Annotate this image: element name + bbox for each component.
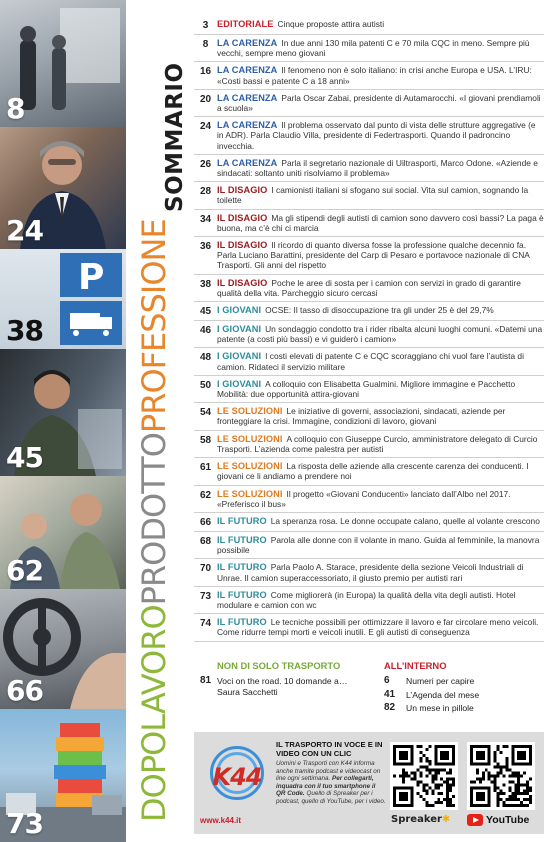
section-label: I GIOVANI	[217, 305, 262, 316]
section-label: IL FUTURO	[217, 617, 267, 628]
promo-description	[276, 740, 386, 806]
toc-entry[interactable]	[194, 614, 544, 641]
photo-strip	[0, 0, 126, 842]
vertical-title	[130, 52, 188, 832]
toc-entry[interactable]	[194, 210, 544, 237]
entry-text	[217, 65, 544, 85]
page-number: 20	[199, 93, 212, 105]
entry-description: I camionisti italiani si sfogano sui social. Vita sul camion, sognando la toilette	[217, 185, 529, 206]
page-number: 66	[199, 516, 212, 528]
entry-description: Il problema osservato dal punto di vista delle strutture aggregative (e in ADR). Parla Claudio Villa, presidente di Federtrasporti. Quando il padroncino invecchia.	[217, 120, 536, 151]
photo-page-number: 8	[6, 92, 25, 125]
section-label: I GIOVANI	[217, 351, 262, 362]
page-number: 61	[199, 462, 212, 474]
photo-page-number: 66	[6, 674, 43, 707]
toc-entry[interactable]	[194, 513, 544, 532]
title-word-dopo: DOPO	[135, 731, 173, 822]
entry-text	[217, 240, 544, 271]
promo-body-bold: Per collegarti, inquadra con il tuo smartphone il QR Code.	[276, 775, 376, 798]
toc-entry[interactable]	[194, 532, 544, 559]
photo-page-number: 45	[6, 441, 43, 474]
entry-description: Il fenomeno non è solo italiano: in crisi anche Europa e USA. L’IRU: «Costi bassi e patente C a 18 anni»	[217, 65, 532, 86]
entry-description: La risposta delle aziende alla crescente carenza dei conducenti. I giovani ce li andiamo a prendere noi	[217, 461, 529, 482]
list-item[interactable]	[194, 676, 354, 697]
section-label: IL FUTURO	[217, 562, 267, 573]
page-number: 36	[199, 241, 212, 253]
toc-entry[interactable]	[194, 237, 544, 275]
entry-text	[217, 516, 544, 526]
toc-entry[interactable]	[194, 376, 544, 403]
entry-text	[217, 120, 544, 151]
item-text: Voci on the road. 10 domande a… Saura Sacchetti	[217, 676, 348, 697]
toc-entry[interactable]	[194, 587, 544, 614]
page-number: 82	[384, 702, 396, 713]
entry-text	[217, 351, 544, 371]
page-number: 73	[199, 590, 212, 602]
section-label: IL DISAGIO	[217, 240, 268, 251]
page-number: 70	[199, 563, 212, 575]
toc-entry[interactable]	[194, 275, 544, 302]
item-text: Numeri per capire	[406, 676, 475, 686]
entry-text	[217, 535, 544, 555]
page-number: 50	[199, 379, 212, 391]
entry-text	[217, 489, 544, 509]
k44-promo-box	[194, 732, 544, 834]
title-word-prodotto: PRODOTTO	[135, 433, 173, 606]
youtube-play-icon	[467, 814, 483, 826]
photo-page-number: 24	[6, 214, 43, 247]
toc-entry[interactable]	[194, 35, 544, 62]
section-label: IL FUTURO	[217, 589, 267, 600]
page-number: 74	[199, 618, 212, 630]
page-number: 16	[199, 66, 212, 78]
toc-entry[interactable]	[194, 321, 544, 348]
page-number: 26	[199, 158, 212, 170]
section-label: LE SOLUZIONI	[217, 406, 283, 417]
section-label: LA CARENZA	[217, 92, 278, 103]
section-label: IL DISAGIO	[217, 277, 268, 288]
page-number: 6	[384, 675, 390, 686]
photo-page-number: 38	[6, 314, 43, 347]
qr-code-icon	[393, 745, 455, 807]
spreaker-plus-icon: ✱	[441, 814, 451, 825]
page-number: 34	[199, 213, 212, 225]
page-number: 8	[202, 39, 209, 50]
entry-text	[217, 305, 544, 315]
k44-url-link[interactable]: www.k44.it	[200, 816, 242, 825]
toc-entry[interactable]	[194, 559, 544, 586]
photo-page-number: 62	[6, 554, 43, 587]
entry-description: Come migliorerà (in Europa) la qualità della vita degli autisti. Hotel modulare e camion con wc	[217, 589, 516, 610]
page-number: 3	[202, 20, 209, 31]
spreaker-label: Spreaker	[391, 814, 442, 825]
page-number: 54	[199, 407, 212, 419]
table-of-contents	[194, 16, 544, 642]
entry-description: Le iniziative di governi, associazioni, sindacati, aziende per fronteggiare la crisi. Immagine, condizioni di lavoro, giovani	[217, 406, 506, 427]
entry-text	[217, 93, 544, 113]
photo-page-number: 73	[6, 807, 43, 840]
page-number: 68	[199, 535, 212, 547]
magazine-title	[135, 219, 173, 822]
entry-description: Il progetto «Giovani Conducenti» lanciato dall’Albo nel 2017. «Preferisco il bus»	[217, 488, 511, 509]
entry-description: A colloquio con Elisabetta Gualmini. Migliore immagine e Pacchetto Mobilità: due opportunità attira-giovani	[217, 378, 516, 400]
youtube-qr-code[interactable]	[467, 742, 535, 810]
section-label: LE SOLUZIONI	[217, 433, 283, 444]
photo-page-45	[0, 349, 126, 476]
youtube-logo[interactable]	[467, 814, 529, 826]
section-label: LE SOLUZIONI	[217, 488, 283, 499]
section-label: IL DISAGIO	[217, 212, 268, 223]
entry-description: Poche le aree di sosta per i camion con servizi in grado di garantire qualità della vita. Parcheggio sicuro cercasi	[217, 277, 521, 298]
toc-entry[interactable]	[194, 302, 544, 321]
photo-page-38	[0, 249, 126, 349]
page-number: 48	[199, 352, 212, 364]
list-item[interactable]	[384, 703, 544, 714]
promo-body-1: Uomini e Trasporti con K44 informa anche tramite podcast e videocast on line ogni settimana.	[276, 760, 381, 783]
entry-text	[217, 158, 544, 178]
toc-entry[interactable]	[194, 16, 544, 35]
page-number: 45	[199, 306, 212, 318]
toc-entry[interactable]	[194, 62, 544, 89]
entry-text	[217, 406, 544, 426]
entry-text	[217, 379, 544, 399]
entry-description: Le tecniche possibili per ottimizzare il lavoro e far circolare meno veicoli. Come ridurre tempi morti e veicoli inutili. E gli autisti di conseguenza	[217, 617, 539, 638]
page-number: 81	[199, 675, 212, 686]
page-number: 41	[384, 688, 396, 700]
entry-text	[217, 38, 544, 58]
page-number: 62	[199, 489, 212, 501]
entry-description: La speranza rosa. Le donne occupate calano, quelle al volante crescono	[270, 515, 540, 526]
section-label: IL FUTURO	[217, 515, 267, 526]
entry-text	[217, 213, 544, 233]
entry-text	[217, 461, 544, 481]
item-text: Un mese in pillole	[406, 703, 474, 713]
list-item[interactable]	[384, 690, 544, 701]
spreaker-logo[interactable]	[391, 814, 450, 825]
photo-page-8	[0, 0, 126, 127]
all-interno	[384, 660, 544, 717]
section-label: LA CARENZA	[217, 65, 278, 76]
item-text: L’Agenda del mese	[406, 689, 480, 700]
entry-description: Un sondaggio condotto tra i rider ribalta alcuni luoghi comuni. «Datemi una patente (a costi più bassi) e vi guiderò i camion»	[217, 324, 543, 345]
entry-text	[217, 324, 544, 344]
entry-description: OCSE: Il tasso di disoccupazione tra gli under 25 è del 29,7%	[265, 305, 494, 316]
page-number: 24	[199, 121, 212, 133]
section-label: I GIOVANI	[217, 378, 262, 389]
k44-logo[interactable]	[204, 746, 270, 812]
non-di-solo-heading: NON DI SOLO TRASPORTO	[217, 660, 341, 671]
page-number: 38	[199, 278, 212, 290]
section-label: LA CARENZA	[217, 38, 278, 48]
entry-text	[217, 590, 544, 610]
toc-entry[interactable]	[194, 486, 544, 513]
photo-page-62	[0, 476, 126, 589]
entry-description: Il ricordo di quanto diversa fosse la professione qualche decennio fa. Parla Luciano Barattini, presidente del Carp di Pesaro e portavoce nazionale di CNA Trasporti. Gli anni del rispetto	[217, 240, 530, 271]
page-number: 58	[199, 434, 212, 446]
promo-headline: IL TRASPORTO IN VOCE E IN VIDEO CON UN CLIC	[276, 740, 383, 758]
entry-description: I costi elevati di patente C e CQC scoraggiano chi vuol fare l’autista di camion. Ridateci il servizio militare	[217, 351, 524, 372]
svg-text:P: P	[78, 257, 105, 298]
all-interno-heading: ALL’INTERNO	[384, 660, 447, 671]
title-word-lavoro: LAVORO	[135, 605, 173, 732]
section-label: LA CARENZA	[217, 157, 278, 168]
entry-text	[217, 278, 544, 298]
entry-description: Parola alle donne con il volante in mano. Guida al femminile, la manovra possibile	[217, 534, 540, 556]
entry-text	[217, 562, 544, 582]
toc-entry[interactable]	[194, 90, 544, 117]
section-label: EDITORIALE	[217, 19, 274, 29]
entry-description: Parla il segretario nazionale di Uiltrasporti, Marco Odone. «Aziende e sindacati: soltanto uniti risolviamo il problema»	[217, 157, 538, 179]
entry-text	[217, 434, 544, 454]
page-number: 46	[199, 325, 212, 337]
k44-logo-text: K44	[212, 763, 262, 791]
entry-text	[217, 19, 544, 29]
promo-body-2: Quello di Spreaker per i podcast, quello di YouTube, per i video.	[276, 790, 386, 805]
page-number: 28	[199, 186, 212, 198]
entry-description: Parla Oscar Zabai, presidente di Autamarocchi. «I giovani prendiamoli a scuola»	[217, 92, 541, 114]
section-label: LE SOLUZIONI	[217, 461, 283, 472]
photo-page-73	[0, 709, 126, 842]
qr-code-icon	[470, 745, 532, 807]
toc-entry[interactable]	[194, 117, 544, 155]
toc-entry[interactable]	[194, 348, 544, 375]
entry-description: Parla Paolo A. Starace, presidente della sezione Veicoli Industriali di Unrae. Il camion superaccessoriato, il giusto premio per autisti rari	[217, 562, 524, 583]
section-label: LA CARENZA	[217, 120, 278, 131]
toc-entry[interactable]	[194, 155, 544, 182]
section-label: IL DISAGIO	[217, 185, 268, 196]
entry-description: A colloquio con Giuseppe Curcio, amministratore delegato di Curcio Trasporti. L’azienda come palestra per autisti	[217, 433, 538, 454]
list-item[interactable]	[384, 676, 544, 687]
toc-entry[interactable]	[194, 403, 544, 430]
entry-description: In due anni 130 mila patenti C e 70 mila CQC in meno. Sempre più vecchi, sempre meno giovani	[217, 38, 530, 59]
photo-page-24	[0, 127, 126, 249]
toc-entry[interactable]	[194, 182, 544, 209]
section-label: I GIOVANI	[217, 324, 262, 335]
spreaker-qr-code[interactable]	[390, 742, 458, 810]
sommario-heading: SOMMARIO	[162, 62, 188, 212]
non-di-solo-trasporto	[199, 660, 377, 697]
section-label: IL FUTURO	[217, 534, 267, 545]
photo-page-66	[0, 589, 126, 709]
entry-description: Ma gli stipendi degli autisti di camion sono davvero così bassi? La paga è buona, ma c’è chi ci marcia	[217, 212, 544, 233]
entry-text	[217, 185, 544, 205]
entry-text	[217, 617, 544, 637]
toc-entry[interactable]	[194, 431, 544, 458]
entry-description: Cinque proposte attira autisti	[277, 19, 385, 29]
title-word-professione: PROFESSIONE	[135, 219, 173, 434]
youtube-label: YouTube	[486, 814, 530, 826]
toc-entry[interactable]	[194, 458, 544, 485]
